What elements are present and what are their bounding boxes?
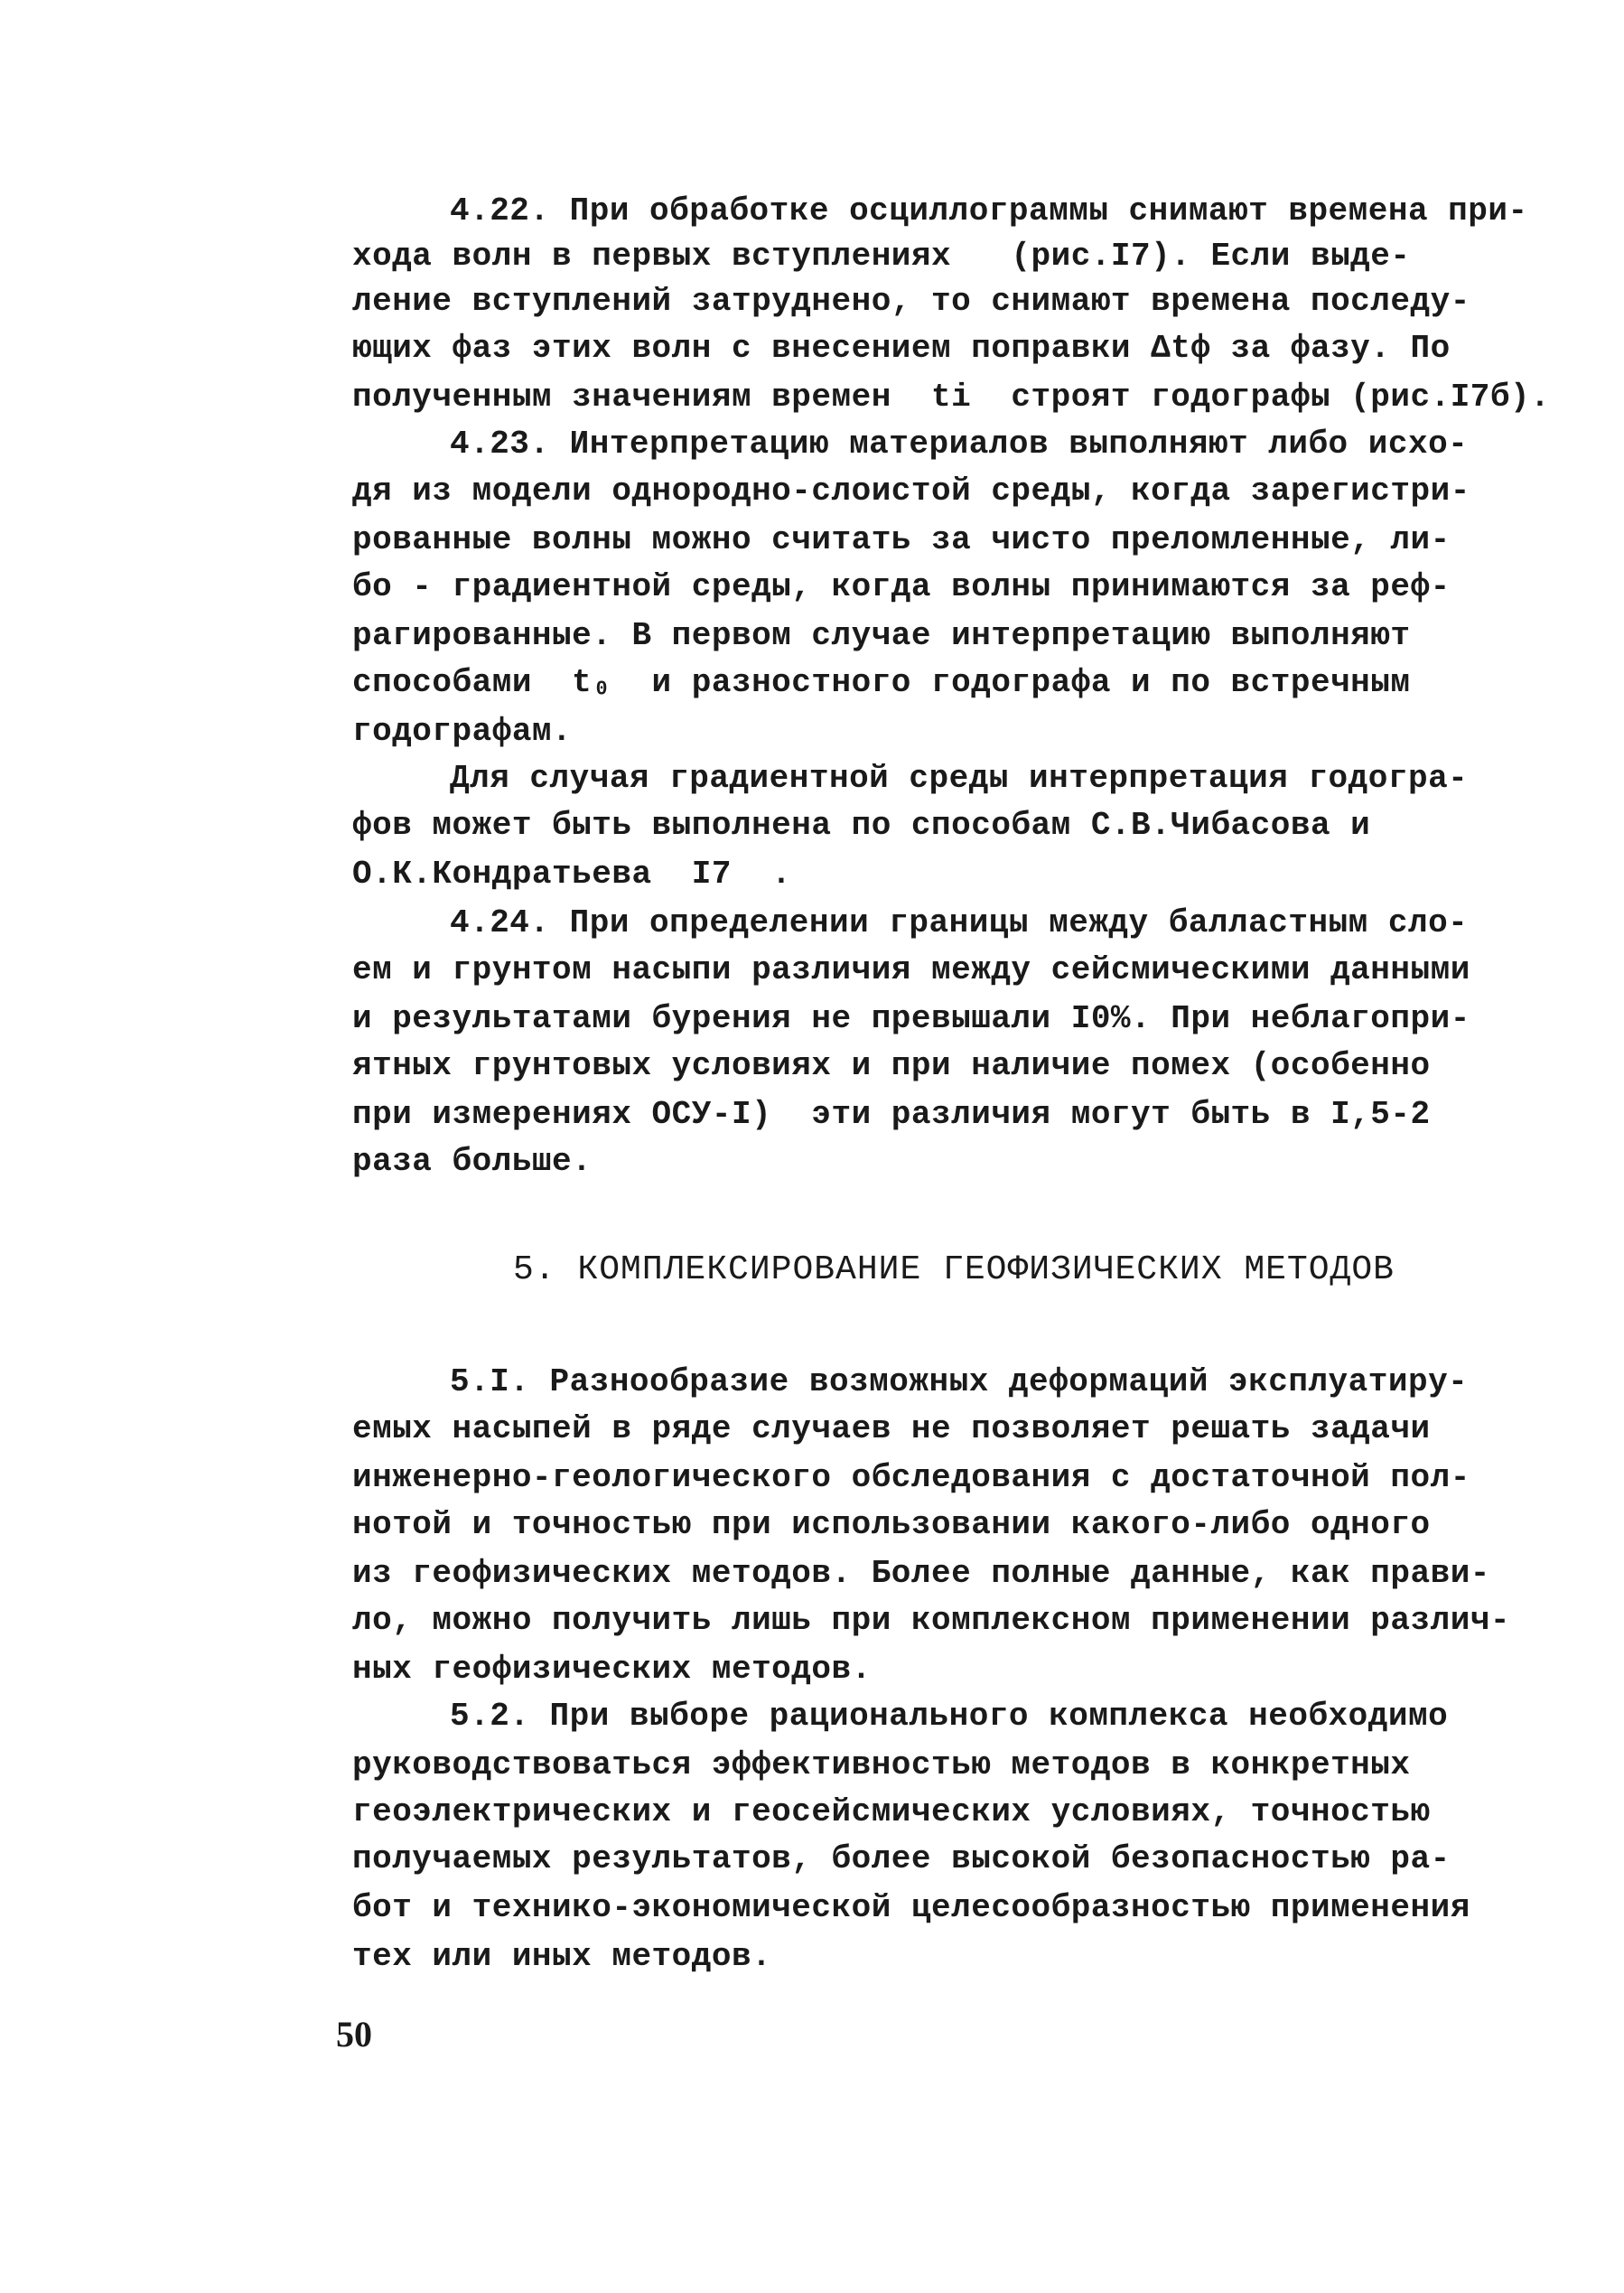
paragraph-4-22-line-1: 4.22. При обработке осциллограммы снимают времена при- [450, 192, 1528, 229]
paragraph-4-24-line-2: ем и грунтом насыпи различия между сейсмическими данными [352, 951, 1470, 988]
section-5-heading: 5. КОМПЛЕКСИРОВАНИЕ ГЕОФИЗИЧЕСКИХ МЕТОДОВ [513, 1250, 1395, 1289]
paragraph-5-1-line-5: из геофизических методов. Более полные данные, как прави- [352, 1555, 1490, 1592]
paragraph-5-1-line-2: емых насыпей в ряде случаев не позволяет решать задачи [352, 1410, 1431, 1447]
paragraph-5-1-line-3: инженерно-геологического обследования с достаточной пол- [352, 1459, 1470, 1496]
paragraph-4-22-line-2: хода волн в первых вступлениях (рис.I7). Если выде- [352, 238, 1411, 275]
paragraph-5-2-line-6: тех или иных методов. [352, 1938, 772, 1975]
paragraph-5-2-line-2: руководствоваться эффективностью методов в конкретных [352, 1746, 1411, 1783]
paragraph-5-2-line-4: получаемых результатов, более высокой безопасностью ра- [352, 1840, 1451, 1877]
paragraph-4-24-line-5: при измерениях ОСУ-I) эти различия могут быть в I,5-2 [352, 1096, 1431, 1133]
paragraph-4-23b-line-2: фов может быть выполнена по способам С.В.Чибасова и [352, 807, 1371, 844]
paragraph-4-24-line-4: ятных грунтовых условиях и при наличие помех (особенно [352, 1047, 1431, 1084]
paragraph-5-1-line-1: 5.I. Разнообразие возможных деформаций эксплуатиру- [450, 1363, 1469, 1400]
paragraph-5-1-line-7: ных геофизических методов. [352, 1651, 872, 1688]
paragraph-5-2-line-1: 5.2. При выборе рационального комплекса необходимо [450, 1698, 1449, 1735]
paragraph-5-2-line-5: бот и технико-экономической целесообразностью применения [352, 1889, 1470, 1926]
paragraph-4-23-line-6: способами t₀ и разностного годографа и по встречным [352, 664, 1411, 701]
paragraph-5-1-line-4: нотой и точностью при использовании какого-либо одного [352, 1506, 1431, 1543]
paragraph-4-23b-line-3: О.К.Кондратьева I7 . [352, 856, 792, 893]
paragraph-4-24-line-3: и результатами бурения не превышали I0%. При неблагопри- [352, 1000, 1470, 1037]
paragraph-4-23b-line-1: Для случая градиентной среды интерпретация годогра- [450, 760, 1469, 797]
paragraph-5-2-line-3: геоэлектрических и геосейсмических условиях, точностью [352, 1793, 1431, 1830]
paragraph-4-23-line-1: 4.23. Интерпретацию материалов выполняют либо исхо- [450, 426, 1469, 463]
page-number: 50 [336, 2014, 372, 2054]
paragraph-4-22-line-3: ление вступлений затруднено, то снимают времена последу- [352, 283, 1470, 320]
paragraph-4-22-line-4: ющих фаз этих волн с внесением поправки Δtф за фазу. По [352, 330, 1451, 367]
paragraph-4-24-line-1: 4.24. При определении границы между балластным сло- [450, 904, 1469, 941]
paragraph-4-23-line-3: рованные волны можно считать за чисто преломленные, ли- [352, 521, 1451, 558]
paragraph-4-23-line-4: бо - градиентной среды, когда волны принимаются за реф- [352, 568, 1451, 605]
paragraph-4-23-line-7: годографам. [352, 713, 573, 750]
paragraph-4-22-line-5: полученным значениям времен ti строят годографы (рис.I7б). [352, 379, 1551, 416]
paragraph-4-24-line-6: раза больше. [352, 1143, 593, 1180]
paragraph-4-23-line-5: рагированные. В первом случае интерпретацию выполняют [352, 617, 1411, 654]
paragraph-4-23-line-2: дя из модели однородно-слоистой среды, когда зарегистри- [352, 473, 1470, 510]
paragraph-5-1-line-6: ло, можно получить лишь при комплексном применении различ- [352, 1602, 1511, 1639]
